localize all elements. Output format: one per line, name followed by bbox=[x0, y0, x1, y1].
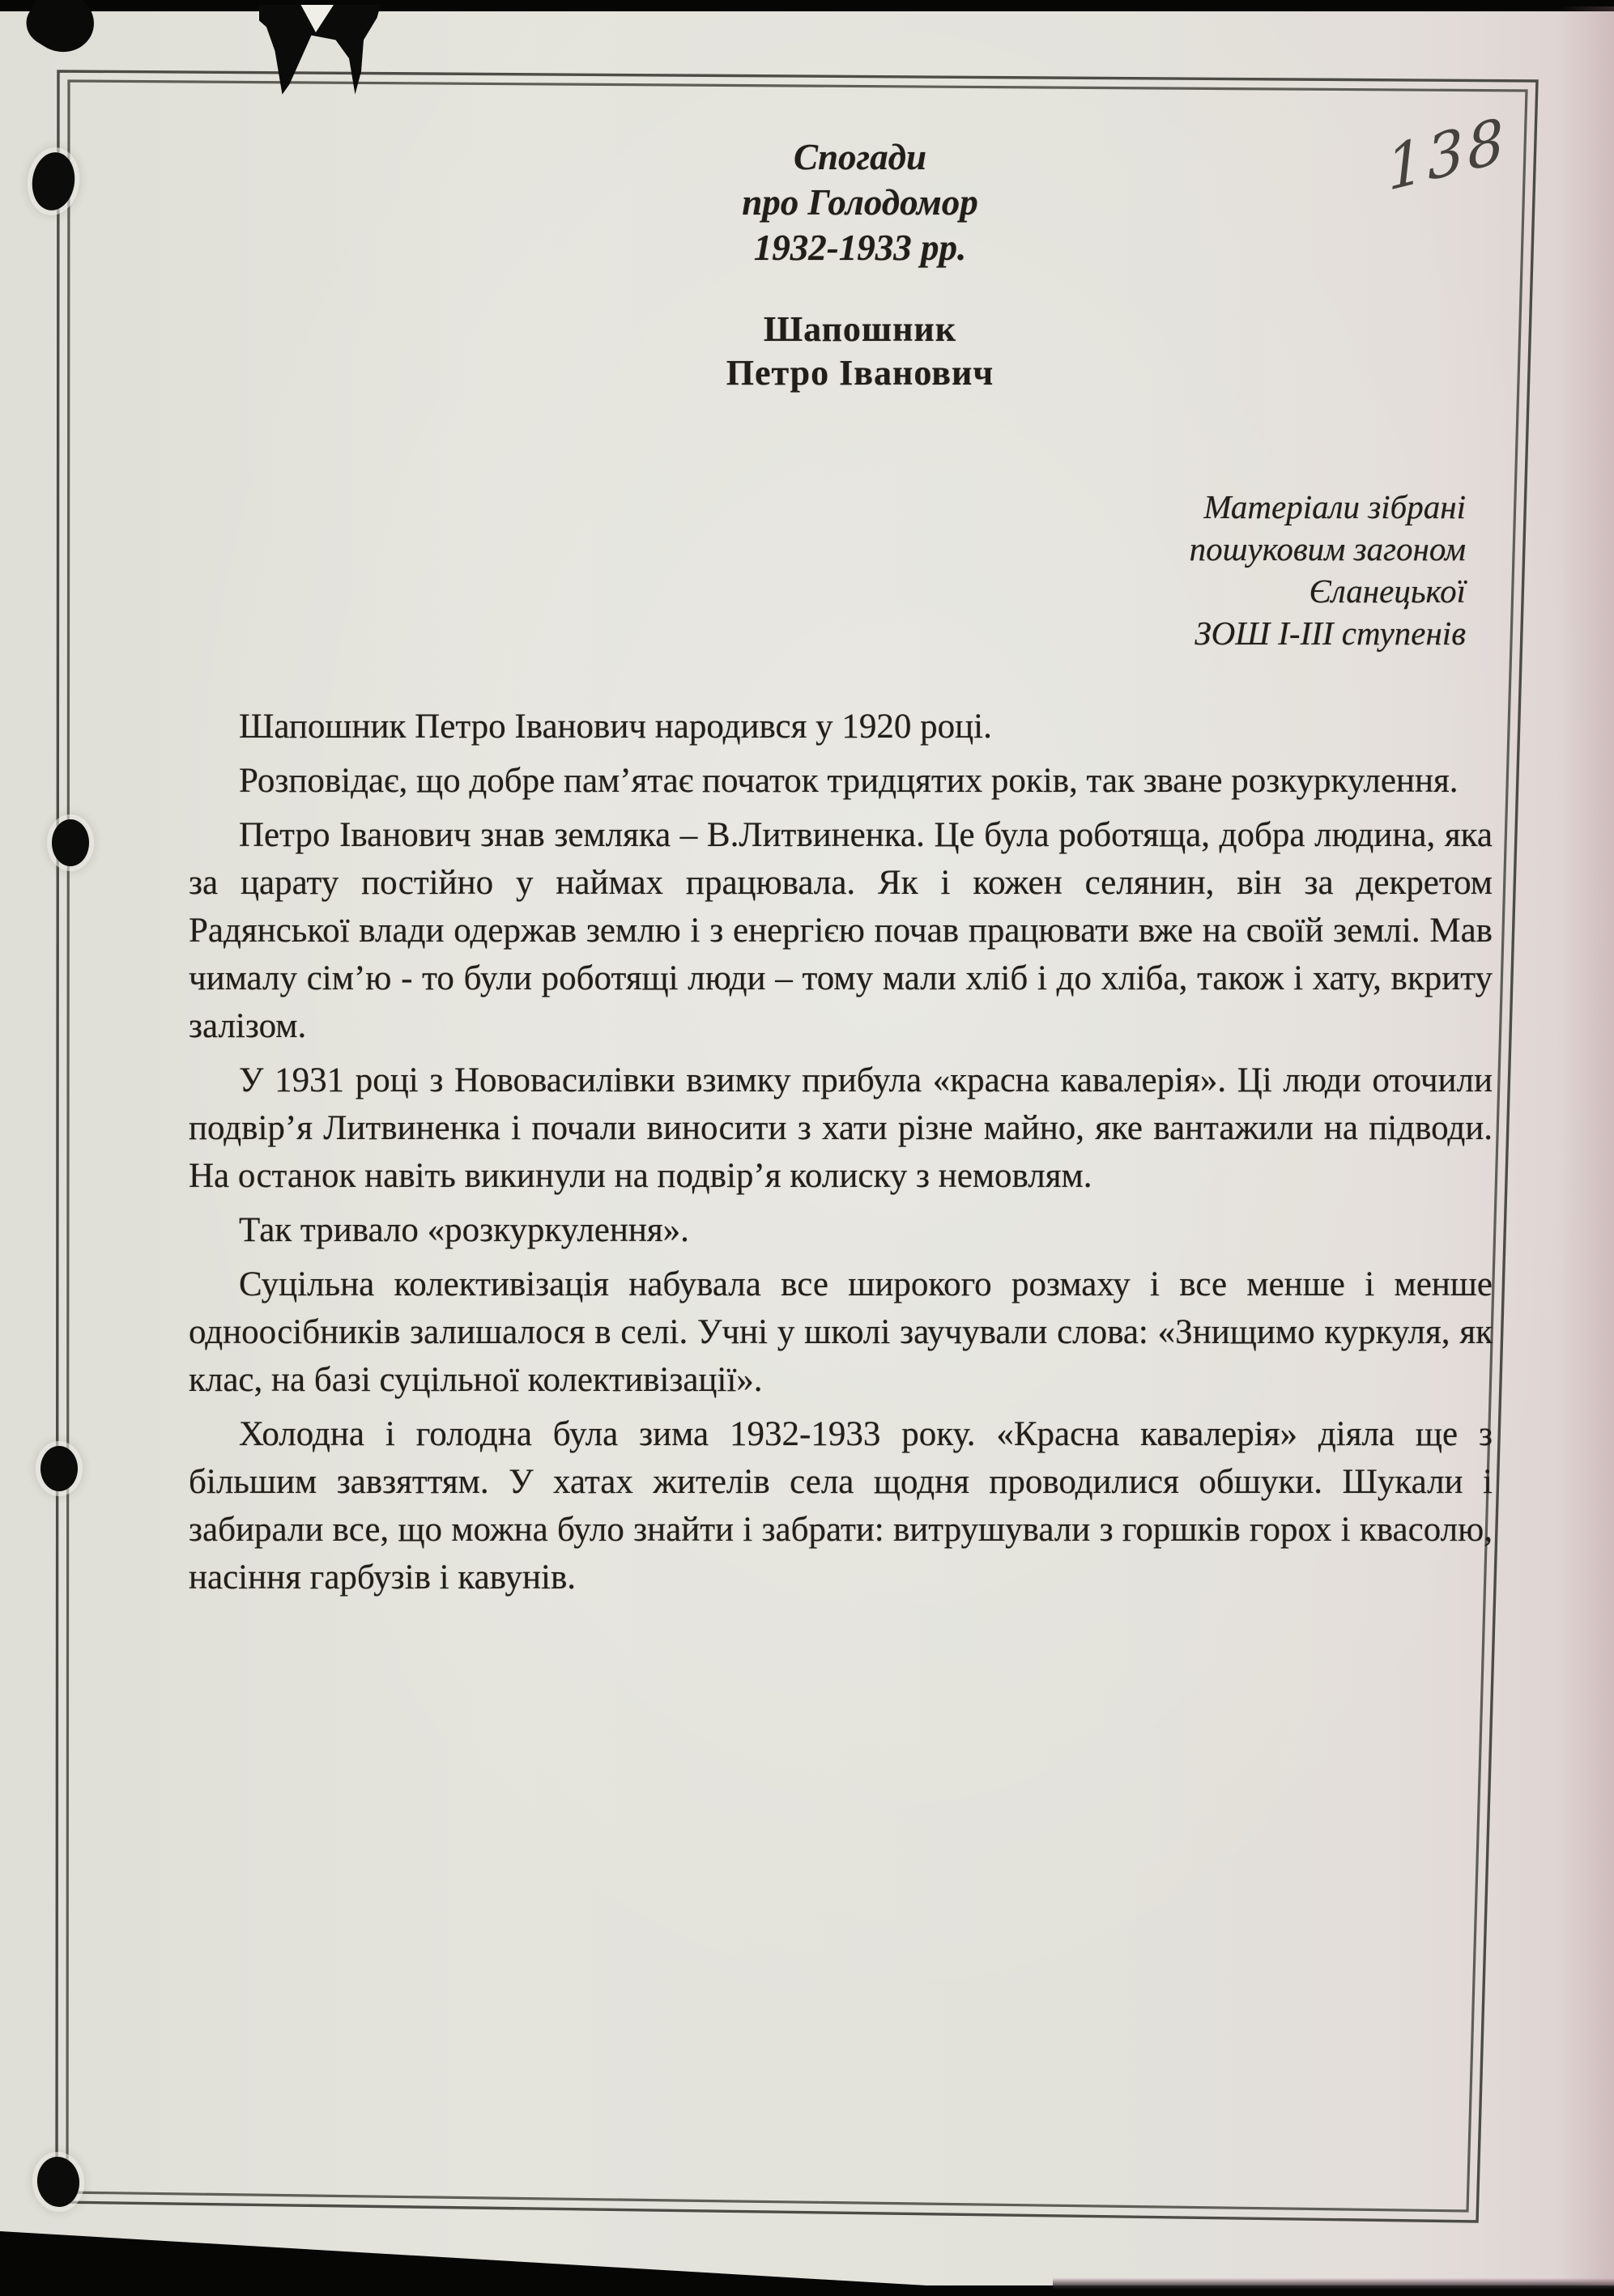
witness-name bbox=[203, 308, 1517, 395]
paragraph: Так тривало «розкуркулення». bbox=[239, 1211, 689, 1249]
title-line-2: про Голодомор bbox=[742, 182, 978, 223]
attribution-line-3: Єланецької bbox=[1309, 572, 1466, 610]
memoir-text bbox=[189, 703, 1493, 1608]
attribution-line-1: Матеріали зібрані bbox=[1203, 488, 1466, 525]
scan-background-top-edge bbox=[0, 0, 1614, 11]
paper-bottom-edge bbox=[1053, 2278, 1614, 2294]
paper-sheet bbox=[0, 6, 1614, 2285]
attribution-line-4: ЗОШ І-ІІІ ступенів bbox=[1195, 614, 1466, 652]
paragraph: Шапошник Петро Іванович народився у 1920 році. bbox=[239, 708, 992, 746]
paragraph: У 1931 році з Нововасилівки взимку прибула «красна кавалерія». Ці люди оточили подвір’я Литвиненка і почали виносити з хати різне майно, яке вантажили на підводи. На останок навіть викинули на подвір’я колиску з немовлям. bbox=[189, 1061, 1493, 1195]
paragraph: Петро Іванович знав земляка – В.Литвиненка. Це була роботяща, добра людина, яка за царату постійно у наймах працювала. Як і кожен селянин, він за декретом Радянської влади одержав землю і з енергією почав працювати вже на своїй землі. Мав чималу сім’ю - то були роботящі люди – тому мали хліб і до хліба, також і хату, вкриту залізом. bbox=[189, 816, 1493, 1045]
title-line-1: Спогади bbox=[793, 137, 926, 177]
document-title bbox=[203, 134, 1517, 270]
hole-punch bbox=[52, 819, 89, 866]
witness-given-names: Петро Іванович bbox=[726, 353, 994, 393]
paragraph: Розповідає, що добре пам’ятає початок тридцятих років, так зване розкуркулення. bbox=[239, 762, 1459, 800]
hole-punch bbox=[40, 1446, 78, 1491]
handwritten-page-number: 138 bbox=[1384, 104, 1510, 206]
paragraph: Суцільна колективізація набувала все широкого розмаху і все менше і менше одноосібників залишалося в селі. Учні у школі заучували слова: «Знищимо куркуля, як клас, на базі суцільної колективізації». bbox=[189, 1265, 1493, 1399]
paper-right-edge-shadow bbox=[1557, 6, 1614, 2285]
attribution-line-2: пошуковим загоном bbox=[1189, 530, 1466, 568]
title-line-3: 1932-1933 рр. bbox=[753, 227, 967, 268]
paragraph: Холодна і голодна була зима 1932-1933 року. «Красна кавалерія» діяла ще з більшим завзяттям. У хатах жителів села щодня проводилися обшуки. Шукали і забирали все, що можна було знайти і забрати: витрушували з горшків горох і квасолю, насіння гарбузів і кавунів. bbox=[189, 1415, 1493, 1597]
witness-surname: Шапошник bbox=[763, 309, 957, 349]
attribution bbox=[189, 486, 1466, 654]
